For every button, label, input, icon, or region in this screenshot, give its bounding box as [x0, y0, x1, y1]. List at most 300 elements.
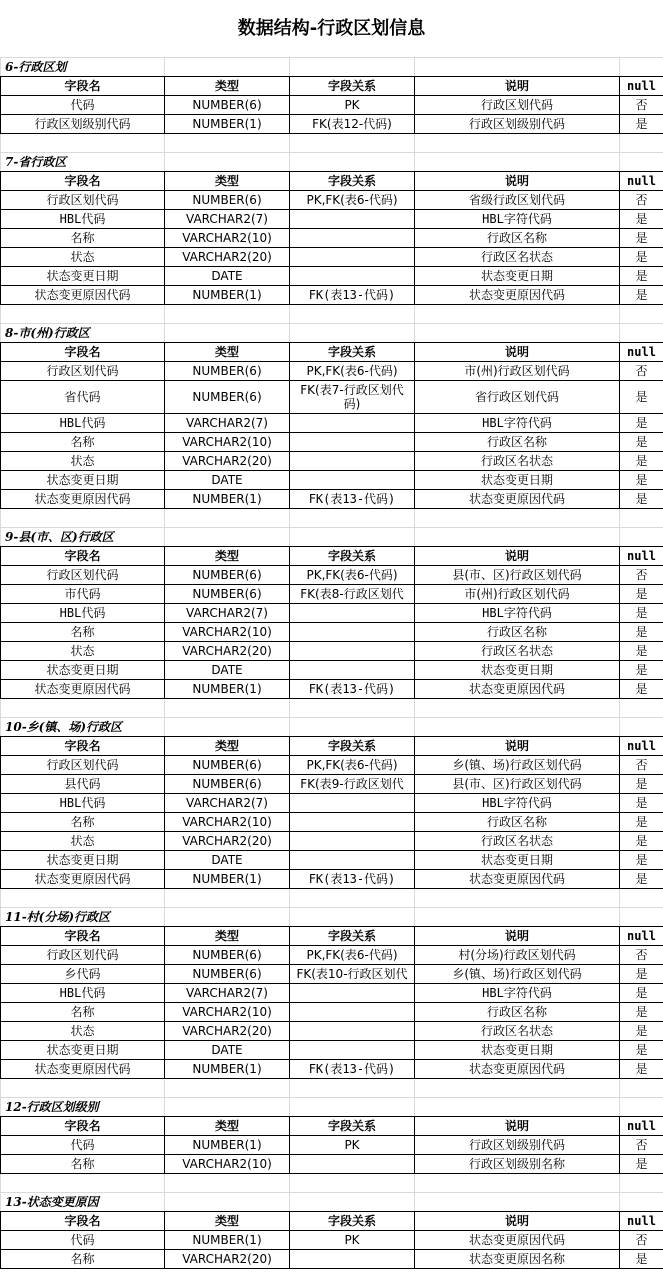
- relation-cell: FK(表10-行政区划代: [290, 965, 415, 984]
- null-cell: 是: [620, 623, 663, 642]
- type-cell: NUMBER(6): [165, 965, 290, 984]
- relation-cell: [290, 794, 415, 813]
- column-header: 说明: [415, 172, 620, 191]
- relation-cell: PK: [290, 96, 415, 115]
- description-cell: 行政区名状态: [415, 1022, 620, 1041]
- description-cell: 省级行政区划代码: [415, 191, 620, 210]
- description-cell: 状态变更原因代码: [415, 490, 620, 509]
- empty-cell: [620, 305, 663, 324]
- relation-cell: [290, 267, 415, 286]
- empty-cell: [620, 509, 663, 528]
- column-header: null: [620, 1117, 663, 1136]
- column-header: 类型: [165, 343, 290, 362]
- empty-cell: [620, 1079, 663, 1098]
- type-cell: NUMBER(1): [165, 870, 290, 889]
- description-cell: 行政区划代码: [415, 96, 620, 115]
- field-name-cell: 乡代码: [1, 965, 165, 984]
- null-cell: 是: [620, 965, 663, 984]
- table-row: [1, 1003, 663, 1022]
- section-title: 6-行政区划: [1, 58, 165, 77]
- field-name-cell: 行政区划代码: [1, 191, 165, 210]
- empty-cell: [1, 699, 165, 718]
- spacer-row: [1, 1079, 663, 1098]
- empty-cell: [620, 908, 663, 927]
- column-header: 说明: [415, 547, 620, 566]
- section-title: 12-行政区划级别: [1, 1098, 165, 1117]
- section-title: 10-乡(镇、场)行政区: [1, 718, 165, 737]
- table-row: [1, 115, 663, 134]
- null-cell: 否: [620, 1231, 663, 1250]
- empty-cell: [620, 718, 663, 737]
- relation-cell: FK(表13-代码): [290, 490, 415, 509]
- column-header: 类型: [165, 172, 290, 191]
- relation-cell: [290, 433, 415, 452]
- field-name-cell: 名称: [1, 229, 165, 248]
- description-cell: 行政区划级别代码: [415, 115, 620, 134]
- relation-cell: [290, 452, 415, 471]
- field-name-cell: 县代码: [1, 775, 165, 794]
- null-cell: 否: [620, 756, 663, 775]
- type-cell: VARCHAR2(10): [165, 1003, 290, 1022]
- type-cell: VARCHAR2(20): [165, 1250, 290, 1269]
- column-header: 字段关系: [290, 1117, 415, 1136]
- empty-cell: [620, 1098, 663, 1117]
- description-cell: 行政区划级别代码: [415, 1136, 620, 1155]
- relation-cell: PK,FK(表6-代码): [290, 362, 415, 381]
- field-name-cell: 状态: [1, 452, 165, 471]
- type-cell: NUMBER(1): [165, 680, 290, 699]
- table-header-row: [1, 1212, 663, 1231]
- description-cell: HBL字符代码: [415, 210, 620, 229]
- empty-cell: [290, 324, 415, 343]
- description-cell: HBL字符代码: [415, 794, 620, 813]
- null-cell: 是: [620, 604, 663, 623]
- relation-cell: PK,FK(表6-代码): [290, 756, 415, 775]
- description-cell: 状态变更原因代码: [415, 286, 620, 305]
- table-row: [1, 1155, 663, 1174]
- table-header-row: [1, 737, 663, 756]
- description-cell: 状态变更日期: [415, 471, 620, 490]
- description-cell: 状态变更原因代码: [415, 1060, 620, 1079]
- empty-cell: [415, 1098, 620, 1117]
- null-cell: 是: [620, 471, 663, 490]
- empty-cell: [415, 1079, 620, 1098]
- field-name-cell: 名称: [1, 623, 165, 642]
- type-cell: NUMBER(6): [165, 566, 290, 585]
- type-cell: VARCHAR2(10): [165, 623, 290, 642]
- section-title: 7-省行政区: [1, 153, 165, 172]
- column-header: null: [620, 343, 663, 362]
- relation-cell: FK(表9-行政区划代: [290, 775, 415, 794]
- description-cell: 行政区名称: [415, 813, 620, 832]
- type-cell: VARCHAR2(20): [165, 1022, 290, 1041]
- table-row: [1, 1231, 663, 1250]
- section-title-row: [1, 1193, 663, 1212]
- field-name-cell: 状态变更原因代码: [1, 490, 165, 509]
- column-header: null: [620, 737, 663, 756]
- empty-cell: [620, 324, 663, 343]
- section-title: 9-县(市、区)行政区: [1, 528, 165, 547]
- empty-cell: [165, 528, 290, 547]
- field-name-cell: 状态变更日期: [1, 851, 165, 870]
- field-name-cell: 状态: [1, 248, 165, 267]
- relation-cell: [290, 604, 415, 623]
- type-cell: VARCHAR2(7): [165, 794, 290, 813]
- table-row: [1, 661, 663, 680]
- table-row: [1, 870, 663, 889]
- section-title: 8-市(州)行政区: [1, 324, 165, 343]
- field-name-cell: 行政区划代码: [1, 946, 165, 965]
- type-cell: DATE: [165, 267, 290, 286]
- column-header: 字段名: [1, 547, 165, 566]
- table-row: [1, 756, 663, 775]
- column-header: 字段关系: [290, 172, 415, 191]
- table-row: [1, 414, 663, 433]
- section-title-row: [1, 528, 663, 547]
- field-name-cell: 名称: [1, 813, 165, 832]
- null-cell: 是: [620, 1022, 663, 1041]
- field-name-cell: HBL代码: [1, 414, 165, 433]
- column-header: 字段关系: [290, 77, 415, 96]
- empty-cell: [290, 153, 415, 172]
- column-header: 说明: [415, 737, 620, 756]
- description-cell: 行政区名称: [415, 229, 620, 248]
- empty-cell: [165, 1098, 290, 1117]
- null-cell: 是: [620, 1003, 663, 1022]
- field-name-cell: HBL代码: [1, 210, 165, 229]
- section-title-row: [1, 153, 663, 172]
- spacer-row: [1, 134, 663, 153]
- spacer-row: [1, 699, 663, 718]
- null-cell: 是: [620, 680, 663, 699]
- relation-cell: PK: [290, 1136, 415, 1155]
- field-name-cell: HBL代码: [1, 794, 165, 813]
- null-cell: 否: [620, 566, 663, 585]
- table-row: [1, 680, 663, 699]
- field-name-cell: 状态: [1, 1022, 165, 1041]
- field-name-cell: 状态: [1, 642, 165, 661]
- field-name-cell: 省代码: [1, 381, 165, 414]
- section-title-row: [1, 1098, 663, 1117]
- table-row: [1, 585, 663, 604]
- section-title-row: [1, 58, 663, 77]
- empty-cell: [290, 908, 415, 927]
- column-header: 字段名: [1, 927, 165, 946]
- column-header: 字段关系: [290, 343, 415, 362]
- empty-cell: [620, 1193, 663, 1212]
- empty-cell: [1, 1174, 165, 1193]
- null-cell: 否: [620, 191, 663, 210]
- field-name-cell: 市代码: [1, 585, 165, 604]
- description-cell: 省行政区划代码: [415, 381, 620, 414]
- table-row: [1, 490, 663, 509]
- column-header: null: [620, 172, 663, 191]
- table-header-row: [1, 172, 663, 191]
- null-cell: 否: [620, 946, 663, 965]
- type-cell: VARCHAR2(20): [165, 248, 290, 267]
- table-row: [1, 96, 663, 115]
- section-title: 11-村(分场)行政区: [1, 908, 165, 927]
- table-row: [1, 1250, 663, 1269]
- description-cell: 状态变更原因名称: [415, 1250, 620, 1269]
- type-cell: VARCHAR2(10): [165, 229, 290, 248]
- relation-cell: FK(表13-代码): [290, 680, 415, 699]
- null-cell: 是: [620, 870, 663, 889]
- empty-cell: [165, 1174, 290, 1193]
- type-cell: NUMBER(1): [165, 286, 290, 305]
- empty-cell: [165, 509, 290, 528]
- relation-cell: FK(表8-行政区划代: [290, 585, 415, 604]
- empty-cell: [165, 889, 290, 908]
- description-cell: 状态变更日期: [415, 1041, 620, 1060]
- relation-cell: [290, 1022, 415, 1041]
- table-row: [1, 1060, 663, 1079]
- type-cell: NUMBER(1): [165, 490, 290, 509]
- type-cell: VARCHAR2(7): [165, 604, 290, 623]
- empty-cell: [165, 1079, 290, 1098]
- column-header: 字段关系: [290, 547, 415, 566]
- empty-cell: [290, 134, 415, 153]
- table-row: [1, 813, 663, 832]
- relation-cell: [290, 210, 415, 229]
- type-cell: DATE: [165, 851, 290, 870]
- table-row: [1, 623, 663, 642]
- type-cell: NUMBER(6): [165, 362, 290, 381]
- field-name-cell: HBL代码: [1, 604, 165, 623]
- data-structure-sheet: [0, 57, 663, 1269]
- field-name-cell: 行政区划代码: [1, 362, 165, 381]
- table-row: [1, 566, 663, 585]
- empty-cell: [290, 1193, 415, 1212]
- table-header-row: [1, 927, 663, 946]
- empty-cell: [620, 528, 663, 547]
- table-row: [1, 471, 663, 490]
- column-header: 字段名: [1, 737, 165, 756]
- null-cell: 是: [620, 452, 663, 471]
- type-cell: VARCHAR2(10): [165, 1155, 290, 1174]
- description-cell: 状态变更日期: [415, 661, 620, 680]
- column-header: 类型: [165, 1212, 290, 1231]
- null-cell: 是: [620, 642, 663, 661]
- field-name-cell: 代码: [1, 1136, 165, 1155]
- field-name-cell: 状态: [1, 832, 165, 851]
- empty-cell: [290, 1098, 415, 1117]
- empty-cell: [415, 58, 620, 77]
- type-cell: NUMBER(6): [165, 191, 290, 210]
- column-header: 类型: [165, 1117, 290, 1136]
- table-row: [1, 604, 663, 623]
- table-row: [1, 984, 663, 1003]
- section-title-row: [1, 324, 663, 343]
- null-cell: 是: [620, 229, 663, 248]
- empty-cell: [165, 699, 290, 718]
- table-row: [1, 433, 663, 452]
- field-name-cell: HBL代码: [1, 984, 165, 1003]
- empty-cell: [415, 908, 620, 927]
- field-name-cell: 状态变更日期: [1, 267, 165, 286]
- field-name-cell: 名称: [1, 1250, 165, 1269]
- type-cell: DATE: [165, 471, 290, 490]
- column-header: 字段名: [1, 172, 165, 191]
- empty-cell: [620, 1174, 663, 1193]
- column-header: 字段名: [1, 343, 165, 362]
- empty-cell: [165, 58, 290, 77]
- column-header: 类型: [165, 927, 290, 946]
- column-header: 字段名: [1, 1117, 165, 1136]
- relation-cell: PK: [290, 1231, 415, 1250]
- table-header-row: [1, 547, 663, 566]
- null-cell: 否: [620, 1136, 663, 1155]
- relation-cell: PK,FK(表6-代码): [290, 191, 415, 210]
- empty-cell: [415, 153, 620, 172]
- description-cell: 行政区名称: [415, 433, 620, 452]
- description-cell: 行政区名状态: [415, 642, 620, 661]
- type-cell: NUMBER(1): [165, 1136, 290, 1155]
- description-cell: 市(州)行政区划代码: [415, 585, 620, 604]
- empty-cell: [1, 305, 165, 324]
- description-cell: 行政区名状态: [415, 452, 620, 471]
- table-header-row: [1, 1117, 663, 1136]
- type-cell: VARCHAR2(10): [165, 433, 290, 452]
- empty-cell: [415, 718, 620, 737]
- column-header: 字段关系: [290, 1212, 415, 1231]
- table-row: [1, 851, 663, 870]
- relation-cell: [290, 661, 415, 680]
- type-cell: VARCHAR2(20): [165, 832, 290, 851]
- table-row: [1, 642, 663, 661]
- relation-cell: [290, 1003, 415, 1022]
- empty-cell: [165, 134, 290, 153]
- relation-cell: [290, 832, 415, 851]
- description-cell: 状态变更原因代码: [415, 1231, 620, 1250]
- table-header-row: [1, 77, 663, 96]
- table-row: [1, 832, 663, 851]
- null-cell: 否: [620, 96, 663, 115]
- column-header: 说明: [415, 343, 620, 362]
- description-cell: 乡(镇、场)行政区划代码: [415, 756, 620, 775]
- null-cell: 是: [620, 1041, 663, 1060]
- empty-cell: [620, 134, 663, 153]
- empty-cell: [290, 305, 415, 324]
- empty-cell: [620, 58, 663, 77]
- table-row: [1, 1136, 663, 1155]
- description-cell: 状态变更原因代码: [415, 680, 620, 699]
- column-header: 说明: [415, 77, 620, 96]
- type-cell: NUMBER(6): [165, 946, 290, 965]
- relation-cell: [290, 851, 415, 870]
- relation-cell: PK,FK(表6-代码): [290, 566, 415, 585]
- empty-cell: [415, 699, 620, 718]
- column-header: null: [620, 547, 663, 566]
- field-name-cell: 状态变更原因代码: [1, 286, 165, 305]
- field-name-cell: 名称: [1, 1003, 165, 1022]
- null-cell: 是: [620, 210, 663, 229]
- description-cell: 状态变更原因代码: [415, 870, 620, 889]
- description-cell: 县(市、区)行政区划代码: [415, 566, 620, 585]
- table-row: [1, 362, 663, 381]
- null-cell: 是: [620, 851, 663, 870]
- relation-cell: [290, 642, 415, 661]
- section-title-row: [1, 718, 663, 737]
- type-cell: VARCHAR2(20): [165, 452, 290, 471]
- empty-cell: [165, 1193, 290, 1212]
- table-row: [1, 775, 663, 794]
- field-name-cell: 状态变更原因代码: [1, 680, 165, 699]
- null-cell: 是: [620, 775, 663, 794]
- column-header: 说明: [415, 1117, 620, 1136]
- description-cell: 行政区名状态: [415, 248, 620, 267]
- empty-cell: [620, 889, 663, 908]
- relation-cell: [290, 471, 415, 490]
- empty-cell: [1, 509, 165, 528]
- field-name-cell: 状态变更日期: [1, 661, 165, 680]
- empty-cell: [415, 324, 620, 343]
- description-cell: 行政区名称: [415, 1003, 620, 1022]
- empty-cell: [620, 699, 663, 718]
- table-row: [1, 946, 663, 965]
- field-name-cell: 状态变更日期: [1, 471, 165, 490]
- null-cell: 是: [620, 267, 663, 286]
- empty-cell: [1, 134, 165, 153]
- null-cell: 是: [620, 381, 663, 414]
- table-header-row: [1, 343, 663, 362]
- table-row: [1, 286, 663, 305]
- empty-cell: [415, 1193, 620, 1212]
- null-cell: 是: [620, 832, 663, 851]
- empty-cell: [1, 1079, 165, 1098]
- null-cell: 是: [620, 490, 663, 509]
- empty-cell: [415, 1174, 620, 1193]
- field-name-cell: 名称: [1, 433, 165, 452]
- null-cell: 是: [620, 115, 663, 134]
- table-row: [1, 267, 663, 286]
- null-cell: 是: [620, 661, 663, 680]
- empty-cell: [415, 528, 620, 547]
- type-cell: VARCHAR2(7): [165, 414, 290, 433]
- type-cell: DATE: [165, 661, 290, 680]
- table-row: [1, 965, 663, 984]
- empty-cell: [290, 1174, 415, 1193]
- type-cell: NUMBER(6): [165, 96, 290, 115]
- section-title-row: [1, 908, 663, 927]
- empty-cell: [415, 305, 620, 324]
- description-cell: HBL字符代码: [415, 414, 620, 433]
- column-header: null: [620, 77, 663, 96]
- description-cell: 行政区划级别名称: [415, 1155, 620, 1174]
- null-cell: 是: [620, 1155, 663, 1174]
- spacer-row: [1, 305, 663, 324]
- null-cell: 是: [620, 1060, 663, 1079]
- table-row: [1, 210, 663, 229]
- table-row: [1, 1041, 663, 1060]
- null-cell: 是: [620, 794, 663, 813]
- table-row: [1, 1022, 663, 1041]
- field-name-cell: 行政区划代码: [1, 566, 165, 585]
- section-title: 13-状态变更原因: [1, 1193, 165, 1212]
- empty-cell: [415, 509, 620, 528]
- null-cell: 是: [620, 414, 663, 433]
- relation-cell: [290, 414, 415, 433]
- empty-cell: [415, 889, 620, 908]
- description-cell: 行政区名称: [415, 623, 620, 642]
- empty-cell: [290, 58, 415, 77]
- description-cell: 乡(镇、场)行政区划代码: [415, 965, 620, 984]
- spacer-row: [1, 889, 663, 908]
- type-cell: DATE: [165, 1041, 290, 1060]
- type-cell: NUMBER(1): [165, 1231, 290, 1250]
- type-cell: NUMBER(1): [165, 1060, 290, 1079]
- description-cell: 状态变更日期: [415, 267, 620, 286]
